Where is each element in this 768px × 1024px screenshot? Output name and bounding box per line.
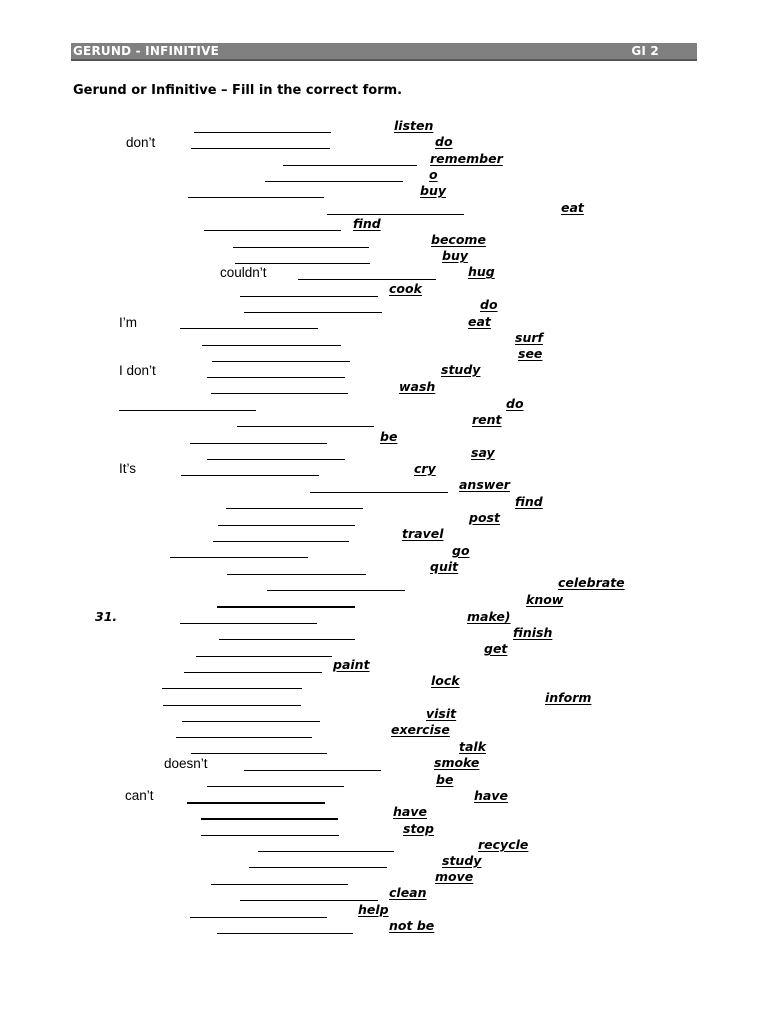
answer-blank[interactable] <box>217 606 355 608</box>
answer-blank[interactable] <box>283 165 417 166</box>
answer-blank[interactable] <box>327 214 464 215</box>
answer-blank[interactable] <box>176 737 312 738</box>
verb-prompt: listen <box>394 118 434 133</box>
answer-blank[interactable] <box>204 230 341 231</box>
item-number: 31. <box>95 609 118 624</box>
verb-prompt: get <box>484 641 508 656</box>
answer-blank[interactable] <box>191 148 330 149</box>
answer-blank[interactable] <box>202 345 341 346</box>
answer-blank[interactable] <box>207 377 345 378</box>
verb-prompt: smoke <box>434 755 480 770</box>
verb-prompt: buy <box>420 183 446 198</box>
verb-prompt: talk <box>459 739 487 754</box>
answer-blank[interactable] <box>180 623 317 624</box>
answer-blank[interactable] <box>188 197 324 198</box>
verb-prompt: eat <box>468 314 491 329</box>
verb-prompt: cook <box>389 281 422 296</box>
sentence-fragment: I’m <box>119 315 137 330</box>
answer-blank[interactable] <box>170 557 308 558</box>
answer-blank[interactable] <box>212 361 350 362</box>
verb-prompt: visit <box>426 706 457 721</box>
verb-prompt: celebrate <box>558 575 625 590</box>
answer-blank[interactable] <box>310 492 448 493</box>
answer-blank[interactable] <box>162 688 302 689</box>
answer-blank[interactable] <box>184 672 322 673</box>
answer-blank[interactable] <box>201 818 338 820</box>
answer-blank[interactable] <box>190 917 327 918</box>
verb-prompt: see <box>518 346 543 361</box>
answer-blank[interactable] <box>211 884 348 885</box>
sentence-fragment: I don’t <box>119 363 156 378</box>
answer-blank[interactable] <box>207 459 345 460</box>
header-title: GERUND - INFINITIVE <box>73 44 219 58</box>
verb-prompt: post <box>469 510 500 525</box>
verb-prompt: know <box>526 592 564 607</box>
answer-blank[interactable] <box>182 721 320 722</box>
answer-blank[interactable] <box>249 867 387 868</box>
answer-blank[interactable] <box>201 835 339 836</box>
answer-blank[interactable] <box>191 753 327 754</box>
answer-blank[interactable] <box>226 508 363 509</box>
answer-blank[interactable] <box>240 296 378 297</box>
answer-blank[interactable] <box>190 443 327 444</box>
verb-prompt: do <box>480 297 498 312</box>
verb-prompt: find <box>515 494 543 509</box>
verb-prompt: be <box>380 429 398 444</box>
answer-blank[interactable] <box>213 541 349 542</box>
verb-prompt: wash <box>399 379 436 394</box>
verb-prompt: be <box>436 772 454 787</box>
answer-blank[interactable] <box>298 279 436 280</box>
verb-prompt: do <box>506 396 524 411</box>
sentence-fragment: It’s <box>119 461 137 476</box>
verb-prompt: study <box>441 362 481 377</box>
verb-prompt: travel <box>402 526 444 541</box>
verb-prompt: hug <box>468 264 495 279</box>
answer-blank[interactable] <box>196 656 332 657</box>
answer-blank[interactable] <box>218 525 355 526</box>
verb-prompt: quit <box>430 559 459 574</box>
sentence-fragment: couldn’t <box>220 265 267 280</box>
verb-prompt: answer <box>459 477 510 492</box>
verb-prompt: exercise <box>391 722 450 737</box>
answer-blank[interactable] <box>244 312 382 313</box>
worksheet-heading: Gerund or Infinitive – Fill in the correct form. <box>73 83 403 98</box>
verb-prompt: study <box>442 853 482 868</box>
verb-prompt: say <box>471 445 495 460</box>
answer-blank[interactable] <box>258 851 394 852</box>
verb-prompt: o <box>429 167 438 182</box>
answer-blank[interactable] <box>240 900 378 901</box>
verb-prompt: help <box>358 902 389 917</box>
answer-blank[interactable] <box>194 132 331 133</box>
answer-blank[interactable] <box>119 410 256 411</box>
verb-prompt: have <box>393 804 427 819</box>
answer-blank[interactable] <box>207 786 344 787</box>
answer-blank[interactable] <box>211 393 348 394</box>
sentence-fragment: doesn’t <box>164 756 208 771</box>
verb-prompt: buy <box>442 248 468 263</box>
document-header-bar <box>71 43 697 61</box>
verb-prompt: move <box>435 869 474 884</box>
answer-blank[interactable] <box>244 770 381 771</box>
answer-blank[interactable] <box>180 328 318 329</box>
answer-blank[interactable] <box>235 263 370 264</box>
verb-prompt: do <box>435 134 453 149</box>
answer-blank[interactable] <box>265 181 403 182</box>
verb-prompt: go <box>452 543 470 558</box>
answer-blank[interactable] <box>227 574 366 575</box>
answer-blank[interactable] <box>233 247 369 248</box>
verb-prompt: have <box>474 788 508 803</box>
answer-blank[interactable] <box>181 475 319 476</box>
verb-prompt: stop <box>403 821 434 836</box>
answer-blank[interactable] <box>217 933 353 934</box>
answer-blank[interactable] <box>267 590 405 591</box>
header-code: GI 2 <box>631 44 659 58</box>
answer-blank[interactable] <box>219 639 355 640</box>
verb-prompt: eat <box>561 200 584 215</box>
verb-prompt: finish <box>513 625 553 640</box>
verb-prompt: become <box>431 232 486 247</box>
verb-prompt: not be <box>389 918 435 933</box>
answer-blank[interactable] <box>163 705 301 706</box>
sentence-fragment: don’t <box>126 135 156 150</box>
verb-prompt: rent <box>472 412 502 427</box>
answer-blank[interactable] <box>187 802 325 804</box>
verb-prompt: inform <box>545 690 592 705</box>
verb-prompt: lock <box>431 673 460 688</box>
verb-prompt: make) <box>467 609 511 624</box>
answer-blank[interactable] <box>237 426 374 427</box>
verb-prompt: clean <box>389 885 427 900</box>
verb-prompt: cry <box>414 461 436 476</box>
verb-prompt: surf <box>515 330 543 345</box>
verb-prompt: find <box>353 216 381 231</box>
verb-prompt: remember <box>430 151 503 166</box>
verb-prompt: recycle <box>478 837 529 852</box>
verb-prompt: paint <box>333 657 370 672</box>
sentence-fragment: can’t <box>125 788 154 803</box>
